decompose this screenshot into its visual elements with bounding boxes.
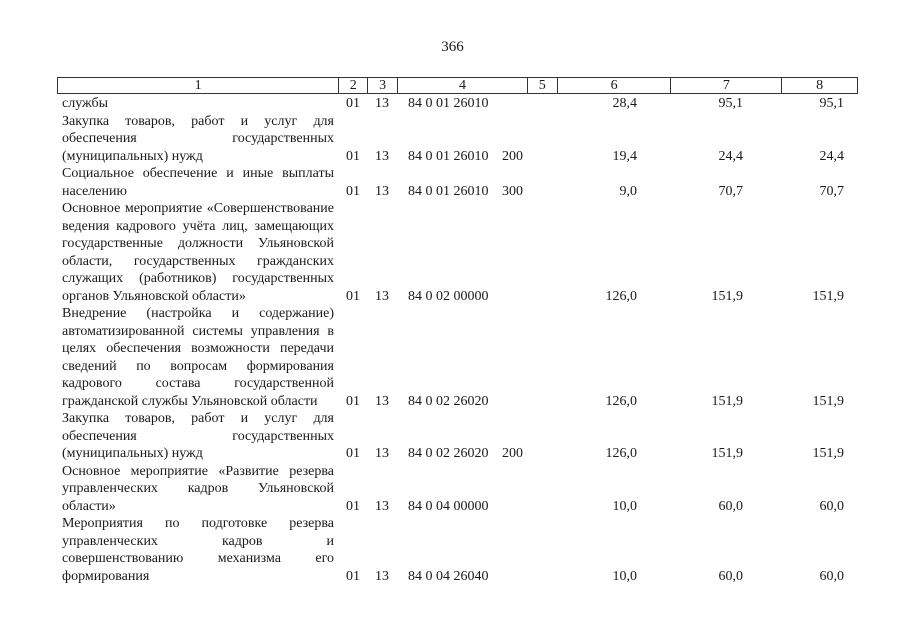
row-col-3: 13 bbox=[375, 96, 389, 111]
row-col-7: 60,0 bbox=[718, 568, 743, 584]
row-col-2: 01 bbox=[346, 393, 360, 409]
table-body bbox=[0, 95, 905, 585]
row-col-5: 200 bbox=[502, 446, 523, 461]
row-col-7: 95,1 bbox=[718, 96, 743, 111]
header-col-6: 6 bbox=[558, 78, 672, 93]
row-col-4: 84 0 01 26010 bbox=[408, 148, 489, 164]
row-col-8: 60,0 bbox=[819, 498, 844, 514]
row-col-8: 70,7 bbox=[819, 183, 844, 199]
row-col-8: 60,0 bbox=[819, 568, 844, 584]
row-col-4: 84 0 02 26020 bbox=[408, 393, 489, 409]
row-col-8: 151,9 bbox=[812, 288, 844, 304]
row-col-2: 01 bbox=[346, 148, 360, 164]
row-col-7: 24,4 bbox=[718, 148, 743, 164]
table-row bbox=[0, 463, 905, 516]
row-col-5: 200 bbox=[502, 148, 523, 164]
row-col-2: 01 bbox=[346, 498, 360, 514]
header-col-3: 3 bbox=[368, 78, 398, 93]
header-col-8: 8 bbox=[816, 78, 824, 93]
row-col-4: 84 0 04 26040 bbox=[408, 568, 489, 584]
row-col-7: 70,7 bbox=[718, 183, 743, 199]
table-row bbox=[0, 515, 905, 585]
row-name: Закупка товаров, работ и услуг для обеспечения государственных (муниципальных) нужд bbox=[62, 411, 334, 461]
row-col-6: 28,4 bbox=[612, 96, 637, 111]
row-col-6: 126,0 bbox=[605, 393, 637, 409]
row-col-2: 01 bbox=[346, 96, 360, 111]
row-name: Закупка товаров, работ и услуг для обеспечения государственных (муниципальных) нужд bbox=[62, 113, 334, 164]
row-col-8: 24,4 bbox=[819, 148, 844, 164]
row-col-4: 84 0 02 00000 bbox=[408, 288, 489, 304]
table-row bbox=[0, 410, 905, 463]
row-col-6: 10,0 bbox=[612, 568, 637, 584]
row-name: службы bbox=[62, 96, 109, 111]
row-name: Социальное обеспечение и иные выплаты населению bbox=[62, 166, 334, 199]
row-col-7: 151,9 bbox=[711, 393, 743, 409]
row-col-7: 151,9 bbox=[711, 446, 743, 461]
row-col-2: 01 bbox=[346, 288, 360, 304]
row-name: Основное мероприятие «Совершенствование ведения кадрового учёта лиц, замещающих государственные должности Ульяновской области, государственных гражданских служащих (работников) государственных органов Ульяновской области» bbox=[62, 201, 334, 304]
header-col-7: 7 bbox=[671, 78, 782, 93]
row-col-4: 84 0 02 26020 bbox=[408, 446, 489, 461]
table-row bbox=[0, 200, 905, 305]
table-row bbox=[0, 165, 905, 200]
row-col-3: 13 bbox=[375, 498, 389, 514]
row-col-8: 151,9 bbox=[812, 393, 844, 409]
table-row bbox=[0, 95, 905, 113]
row-name: Основное мероприятие «Развитие резерва управленческих кадров Ульяновской области» bbox=[62, 463, 334, 514]
row-col-4: 84 0 01 26010 bbox=[408, 96, 489, 111]
row-name: Мероприятия по подготовке резерва управленческих кадров и совершенствованию механизма его формирования bbox=[62, 516, 334, 584]
row-col-2: 01 bbox=[346, 183, 360, 199]
row-col-2: 01 bbox=[346, 568, 360, 584]
header-col-4: 4 bbox=[398, 78, 528, 93]
table-row bbox=[0, 113, 905, 166]
row-col-8: 95,1 bbox=[819, 96, 844, 111]
row-col-7: 60,0 bbox=[718, 498, 743, 514]
row-col-3: 13 bbox=[375, 568, 389, 584]
table-header bbox=[57, 77, 858, 94]
row-col-6: 126,0 bbox=[605, 446, 637, 461]
row-col-6: 10,0 bbox=[612, 498, 637, 514]
table-row bbox=[0, 305, 905, 410]
row-col-2: 01 bbox=[346, 446, 360, 461]
row-col-4: 84 0 01 26010 bbox=[408, 183, 489, 199]
page-number: 366 bbox=[441, 39, 464, 55]
row-col-5: 300 bbox=[502, 183, 523, 199]
row-col-6: 19,4 bbox=[612, 148, 637, 164]
row-col-6: 126,0 bbox=[605, 288, 637, 304]
row-col-8: 151,9 bbox=[812, 446, 844, 461]
header-col-2: 2 bbox=[339, 78, 368, 93]
row-col-3: 13 bbox=[375, 446, 389, 461]
row-col-7: 151,9 bbox=[711, 288, 743, 304]
row-col-6: 9,0 bbox=[619, 183, 637, 199]
header-col-5: 5 bbox=[528, 78, 558, 93]
row-col-3: 13 bbox=[375, 393, 389, 409]
row-col-3: 13 bbox=[375, 148, 389, 164]
row-col-3: 13 bbox=[375, 183, 389, 199]
header-col-1: 1 bbox=[58, 78, 339, 93]
row-col-3: 13 bbox=[375, 288, 389, 304]
row-col-4: 84 0 04 00000 bbox=[408, 498, 489, 514]
row-name: Внедрение (настройка и содержание) автоматизированной системы управления в целях обеспечения возможности передачи сведений по вопросам формирования кадрового состава государственной гражданской службы Ульяновской области bbox=[62, 306, 334, 409]
